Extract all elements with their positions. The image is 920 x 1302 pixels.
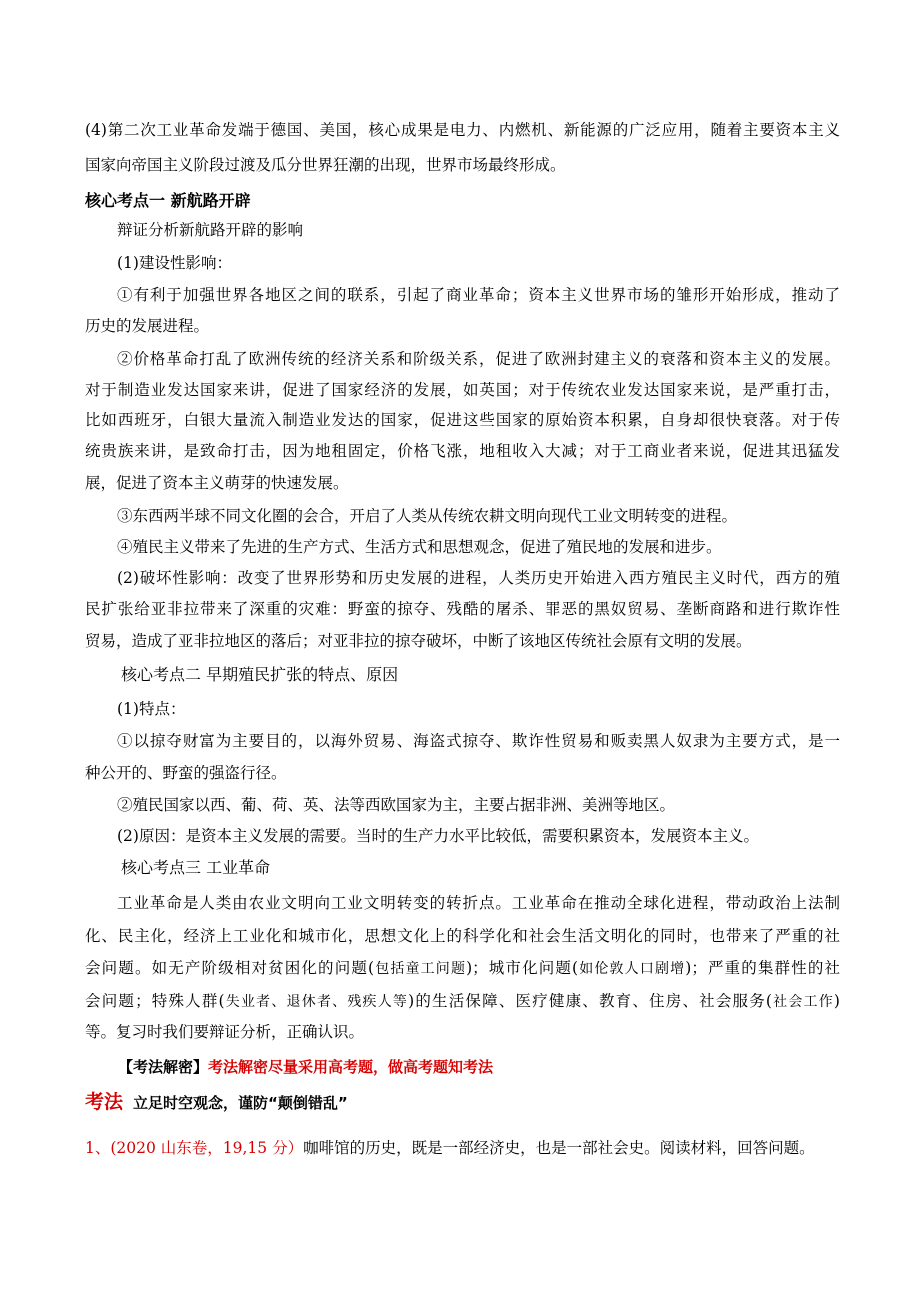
question-line — [85, 1138, 840, 1158]
list-item-continuation: 对于制造业发达国家来讲，促进了国家经济的发展，如英国；对于传统农业发达国家来说，是严重打击， — [85, 381, 840, 399]
text-run-small: 如伦敦人口剧增 — [578, 961, 686, 977]
kaofa-label: 考法 — [85, 1091, 124, 1113]
reason-line — [117, 826, 840, 846]
text-run: ) — [833, 992, 840, 1010]
list-item-continuation: 民扩张给亚非拉带来了深重的灾难：野蛮的掠夺、残酷的屠杀、罪恶的黑奴贸易、垄断商路和进行欺诈性 — [85, 600, 840, 618]
paragraph-line: 化、民主化，经济上工业化和城市化，思想文化上的科学化和社会生活文明化的同时，也带来了严重的社 — [85, 927, 840, 945]
text-run: 会问题。如无产阶级相对贫困化的问题( — [85, 959, 375, 977]
text-run-small: 失业者、退休者、残疾人等 — [224, 994, 409, 1010]
question-text: 咖啡馆的历史，既是一部经济史，也是一部社会史。阅读材料，回答问题。 — [303, 1139, 815, 1157]
list-item-continuation: 统贵族来讲，是致命打击，因为地租固定，价格飞涨，地租收入大减；对于工商业者来说，促进其迅猛发 — [85, 442, 840, 460]
paragraph-line — [85, 991, 840, 1012]
paragraph-line: 国家向帝国主义阶段过渡及瓜分世界狂潮的出现，世界市场最终形成。 — [85, 156, 566, 174]
section-heading: 核心考点三 工业革命 — [121, 858, 271, 877]
method-secret-label: 【考法解密】 — [118, 1058, 209, 1076]
text-run-small: 社会工作 — [771, 994, 834, 1010]
kaofa-heading — [85, 1092, 840, 1113]
list-item-continuation: 比如西班牙，白银大量流入制造业发达的国家，促进这些国家的原始资本积累，自身却很快衰落。对于传 — [85, 411, 840, 429]
text-run: 会问题；特殊人群( — [85, 992, 225, 1010]
kaofa-title: 立足时空观念，谨防“颠倒错乱” — [133, 1094, 348, 1112]
list-item-continuation: 种公开的、野蛮的强盗行径。 — [85, 764, 287, 782]
paragraph-line: (4)第二次工业革命发端于德国、美国，核心成果是电力、内燃机、新能源的广泛应用，随着主要资本主义 — [85, 121, 840, 139]
list-item: ①以掠夺财富为主要目的，以海外贸易、海盗式掠夺、欺诈性贸易和贩卖黑人奴隶为主要方式，是一 — [117, 732, 840, 750]
reason-label: (2)原因： — [117, 827, 186, 845]
question-source: 1、(2020 山东卷，19,15 分） — [85, 1139, 304, 1157]
list-item: ②殖民国家以西、葡、荷、英、法等西欧国家为主，主要占据非洲、美洲等地区。 — [117, 796, 676, 814]
paragraph-line: 等。复习时我们要辩证分析，正确认识。 — [85, 1023, 365, 1041]
list-item: ④殖民主义带来了先进的生产方式、生活方式和思想观念，促进了殖民地的发展和进步。 — [117, 538, 722, 556]
section-subtitle: 辩证分析新航路开辟的影响 — [117, 221, 304, 239]
text-run: )；城市化问题( — [466, 959, 579, 977]
list-item: (2)破坏性影响：改变了世界形势和历史发展的进程，人类历史开始进入西方殖民主义时代，西方的殖 — [117, 569, 840, 587]
section-heading: 核心考点一 新航路开辟 — [85, 191, 251, 210]
list-item: ②价格革命打乱了欧洲传统的经济关系和阶级关系，促进了欧洲封建主义的衰落和资本主义的发展。 — [117, 350, 840, 368]
section-heading: 核心考点二 早期殖民扩张的特点、原因 — [121, 665, 399, 684]
text-run: )的生活保障、医疗健康、教育、住房、社会服务( — [408, 992, 772, 1010]
method-secret-text: 考法解密尽量采用高考题，做高考题知考法 — [208, 1058, 494, 1076]
list-label: (1)建设性影响： — [117, 254, 232, 272]
list-item: ③东西两半球不同文化圈的会合，开启了人类从传统农耕文明向现代工业文明转变的进程。 — [117, 507, 738, 525]
method-secret-line — [118, 1057, 873, 1077]
list-item: ①有利于加强世界各地区之间的联系，引起了商业革命；资本主义世界市场的雏形开始形成，推动了 — [117, 286, 840, 304]
list-label: (1)特点： — [117, 700, 186, 718]
paragraph-line: 工业革命是人类由农业文明向工业文明转变的转折点。工业革命在推动全球化进程，带动政治上法制 — [117, 894, 840, 912]
paragraph-line — [85, 958, 840, 979]
reason-text: 是资本主义发展的需要。当时的生产力水平比较低，需要积累资本，发展资本主义。 — [185, 827, 759, 845]
list-item-continuation: 历史的发展进程。 — [85, 317, 210, 335]
list-item-continuation: 展，促进了资本主义萌芽的快速发展。 — [85, 474, 349, 492]
list-item-continuation: 贸易，造成了亚非拉地区的落后；对亚非拉的掠夺破坏，中断了该地区传统社会原有文明的发展。 — [85, 632, 752, 650]
text-run-small: 包括童工问题 — [374, 961, 467, 977]
text-run: )；严重的集群性的社 — [685, 959, 840, 977]
